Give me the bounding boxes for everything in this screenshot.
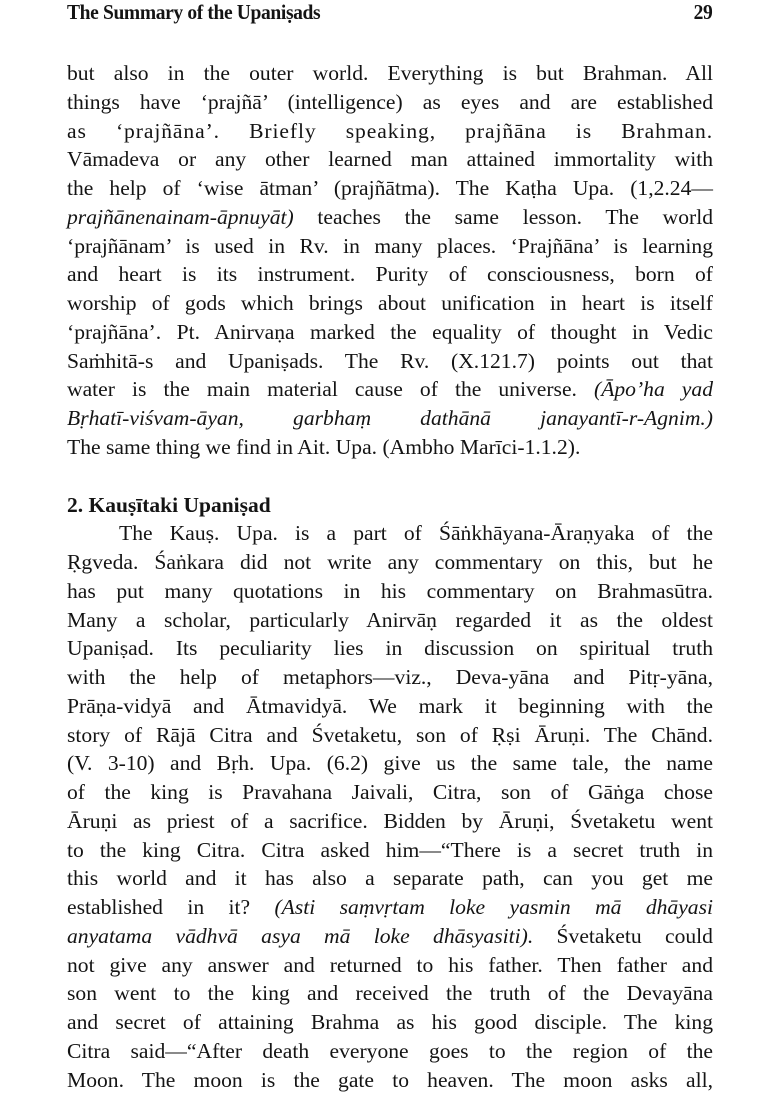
section-kausitaki-upanisad — [67, 491, 713, 1095]
text-line: not give any answer and returned to his father. Then father and — [67, 952, 713, 977]
text-line: as ‘prajñāna’. Briefly speaking, prajñāna is Brahman. — [67, 118, 713, 143]
paragraph-gap — [67, 462, 713, 491]
text-line: The Kauṣ. Upa. is a part of Śāṅkhāyana-Āraṇyaka of the — [119, 521, 713, 546]
text-line: anyatama vādhvā asya mā loke dhāsyasiti). Śvetaketu could — [67, 923, 713, 948]
text-line: story of Rājā Citra and Śvetaketu, son of Ṛṣi Āruṇi. The Chānd. — [67, 722, 713, 747]
text-line: has put many quotations in his commentary on Brahmasūtra. — [67, 578, 713, 603]
text-line: ‘prajñāna’. Pt. Anirvaṇa marked the equality of thought in Vedic — [67, 319, 713, 344]
text-line: The same thing we find in Ait. Upa. (Ambho Marīci-1.1.2). — [67, 434, 581, 459]
text-line: water is the main material cause of the universe. (Āpo’ha yad — [67, 377, 713, 402]
sanskrit-quote: Bṛhatī-viśvam-āyan, garbhaṃ dathānā janayantī-r-Agnim.) — [67, 406, 713, 430]
text-line: Saṁhitā-s and Upaniṣads. The Rv. (X.121.7) points out that — [67, 348, 713, 373]
page-number: 29 — [693, 0, 713, 24]
text-line: with the help of metaphors—viz., Deva-yāna and Pitṛ-yāna, — [67, 665, 713, 689]
sanskrit-quote: prajñānenainam-āpnuyāt) — [67, 204, 294, 229]
section-heading: 2. Kauṣītaki Upaniṣad — [67, 492, 271, 517]
running-head — [67, 0, 713, 26]
text-line: things have ‘prajñā’ (intelligence) as eyes and are established — [67, 89, 713, 114]
text-line: the help of ‘wise ātman’ (prajñātma). The Kaṭha Upa. (1,2.24— — [67, 176, 713, 200]
text-line: this world and it has also a separate path, can you get me — [67, 866, 713, 891]
text-line: Vāmadeva or any other learned man attained immortality with — [67, 147, 713, 172]
text-line: prajñānenainam-āpnuyāt) teaches the same lesson. The world — [67, 204, 713, 229]
paragraph-prajnana — [67, 59, 713, 462]
text-line: established in it? (Asti saṃvṛtam loke yasmin mā dhāyasi — [67, 895, 714, 919]
text-line: Prāṇa-vidyā and Ātmavidyā. We mark it beginning with the — [67, 693, 713, 718]
running-head-title: The Summary of the Upaniṣads — [67, 0, 321, 24]
text-line: Ṛgveda. Śaṅkara did not write any commentary on this, but he — [67, 550, 713, 574]
text-line: and secret of attaining Brahma as his good disciple. The king — [67, 1010, 713, 1034]
text-line: Many a scholar, particularly Anirvāṇ regarded it as the oldest — [67, 607, 713, 632]
text-line: son went to the king and received the truth of the Devayāna — [67, 981, 713, 1006]
text-line: of the king is Pravahana Jaivali, Citra, son of Gāṅga chose — [67, 780, 713, 804]
sanskrit-quote: anyatama vādhvā asya mā loke dhāsyasiti). — [67, 923, 534, 948]
text-line: to the king Citra. Citra asked him—“There is a secret truth in — [67, 837, 713, 862]
text-line: Āruṇi as priest of a sacrifice. Bidden by Āruṇi, Śvetaketu went — [67, 808, 713, 833]
text-line: Citra said—“After death everyone goes to the region of the — [67, 1038, 713, 1063]
text-line — [67, 404, 713, 433]
text-line: worship of gods which brings about unification in heart is itself — [67, 291, 713, 315]
text-line: Upaniṣad. Its peculiarity lies in discussion on spiritual truth — [67, 636, 713, 661]
sanskrit-quote: (Āpo’ha yad — [594, 377, 713, 402]
sanskrit-quote: (Asti saṃvṛtam loke yasmin mā dhāyasi — [274, 895, 714, 919]
text-line: Moon. The moon is the gate to heaven. The moon asks all, — [67, 1067, 713, 1092]
text-line: but also in the outer world. Everything is but Brahman. All — [67, 61, 713, 85]
text-line: (V. 3-10) and Bṛh. Upa. (6.2) give us the same tale, the name — [67, 751, 713, 776]
text-line: ‘prajñānam’ is used in Rv. in many places. ‘Prajñāna’ is learning — [67, 233, 713, 258]
text-line: and heart is its instrument. Purity of consciousness, born of — [67, 262, 713, 287]
page-body — [67, 59, 713, 1094]
